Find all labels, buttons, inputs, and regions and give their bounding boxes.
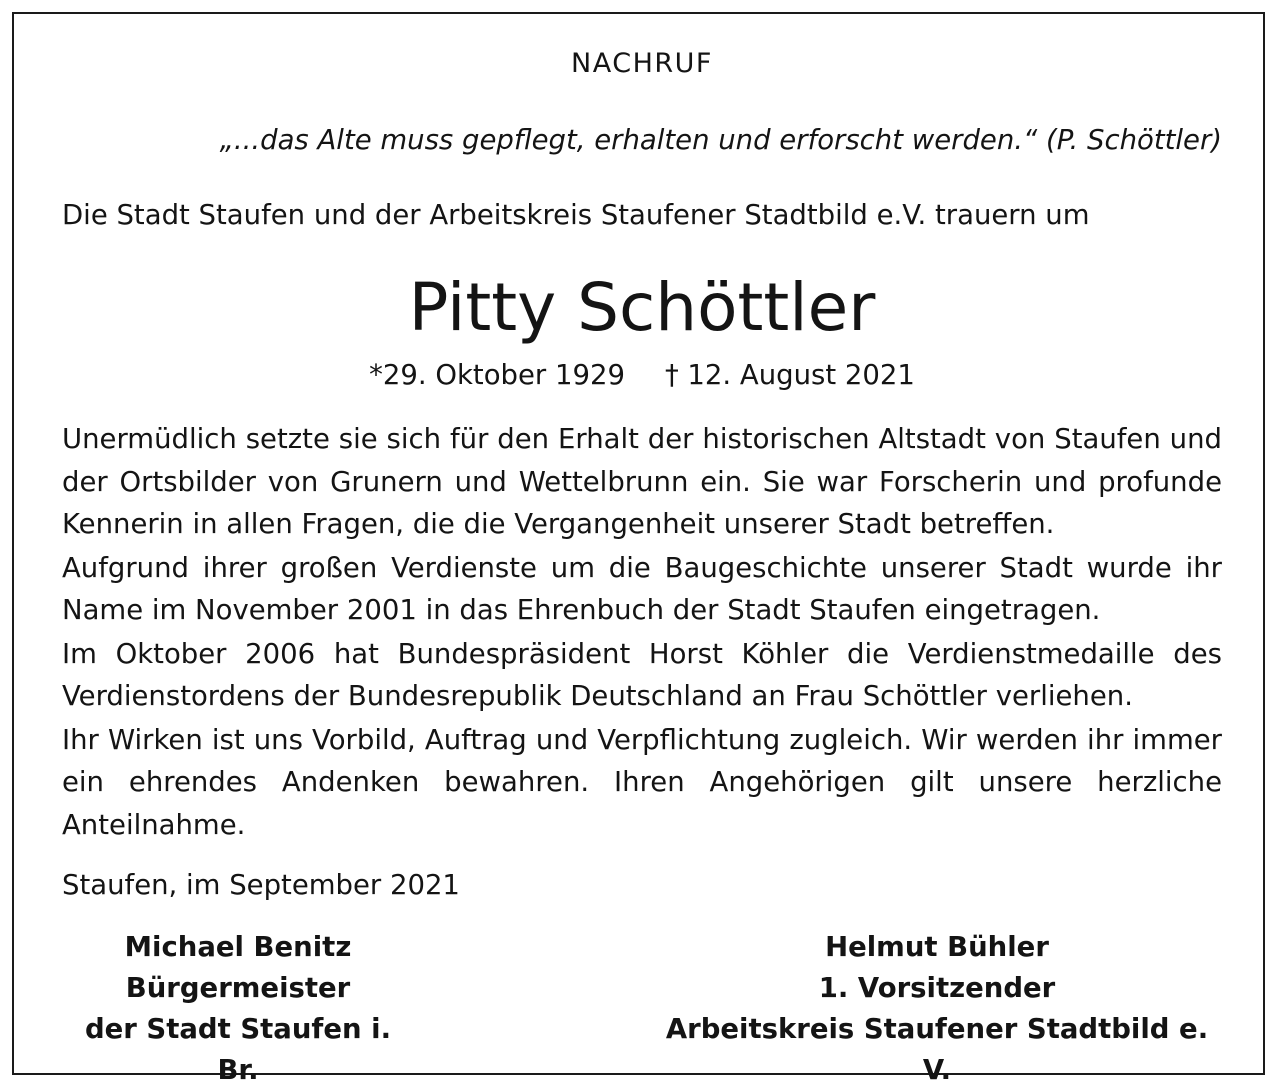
intro-line: Die Stadt Staufen und der Arbeitskreis Staufener Stadtbild e.V. trauern um xyxy=(62,199,1090,231)
death-date: † 12. August 2021 xyxy=(664,359,915,391)
obituary-body xyxy=(62,418,1222,847)
signatory-organization: der Stadt Staufen i. Br. xyxy=(84,1013,392,1086)
life-dates xyxy=(62,359,1222,391)
memorial-quote: „...das Alte muss gepflegt, erhalten und erforscht werden.“ (P. Schöttler) xyxy=(219,124,1222,156)
signatory-name: Michael Benitz xyxy=(124,931,352,963)
signatory-organization: Arbeitskreis Staufener Stadtbild e. V. xyxy=(665,1013,1209,1086)
signatory-mayor xyxy=(62,927,414,1091)
signatory-chairman xyxy=(652,927,1222,1091)
signatory-role: 1. Vorsitzender xyxy=(818,972,1056,1004)
body-paragraph: Im Oktober 2006 hat Bundespräsident Horst Köhler die Verdienstmedaille des Verdienstordens der Bundesrepublik Deutschland an Frau Schöttler verliehen. xyxy=(62,637,1222,712)
body-paragraph: Aufgrund ihrer großen Verdienste um die Baugeschichte unserer Stadt wurde ihr Name im November 2001 in das Ehrenbuch der Stadt Staufen eingetragen. xyxy=(62,551,1222,626)
body-paragraph: Unermüdlich setzte sie sich für den Erhalt der historischen Altstadt von Staufen und der Ortsbilder von Grunern und Wettelbrunn ein. Sie war Forscherin und profunde Kennerin in allen Fragen, die die Vergangenheit unserer Stadt betreffen. xyxy=(62,423,1222,540)
body-paragraph: Ihr Wirken ist uns Vorbild, Auftrag und Verpflichtung zugleich. Wir werden ihr immer ein ehrendes Andenken bewahren. Ihren Angehörigen gilt unsere herzliche Anteilnahme. xyxy=(62,723,1222,841)
signatory-role: Bürgermeister xyxy=(125,972,351,1004)
obituary-frame xyxy=(12,12,1265,1086)
notice-heading: NACHRUF xyxy=(571,48,713,79)
deceased-name: Pitty Schöttler xyxy=(408,269,876,346)
birth-date: *29. Oktober 1929 xyxy=(369,359,625,391)
place-and-date: Staufen, im September 2021 xyxy=(62,869,460,901)
signatory-name: Helmut Bühler xyxy=(825,931,1049,963)
